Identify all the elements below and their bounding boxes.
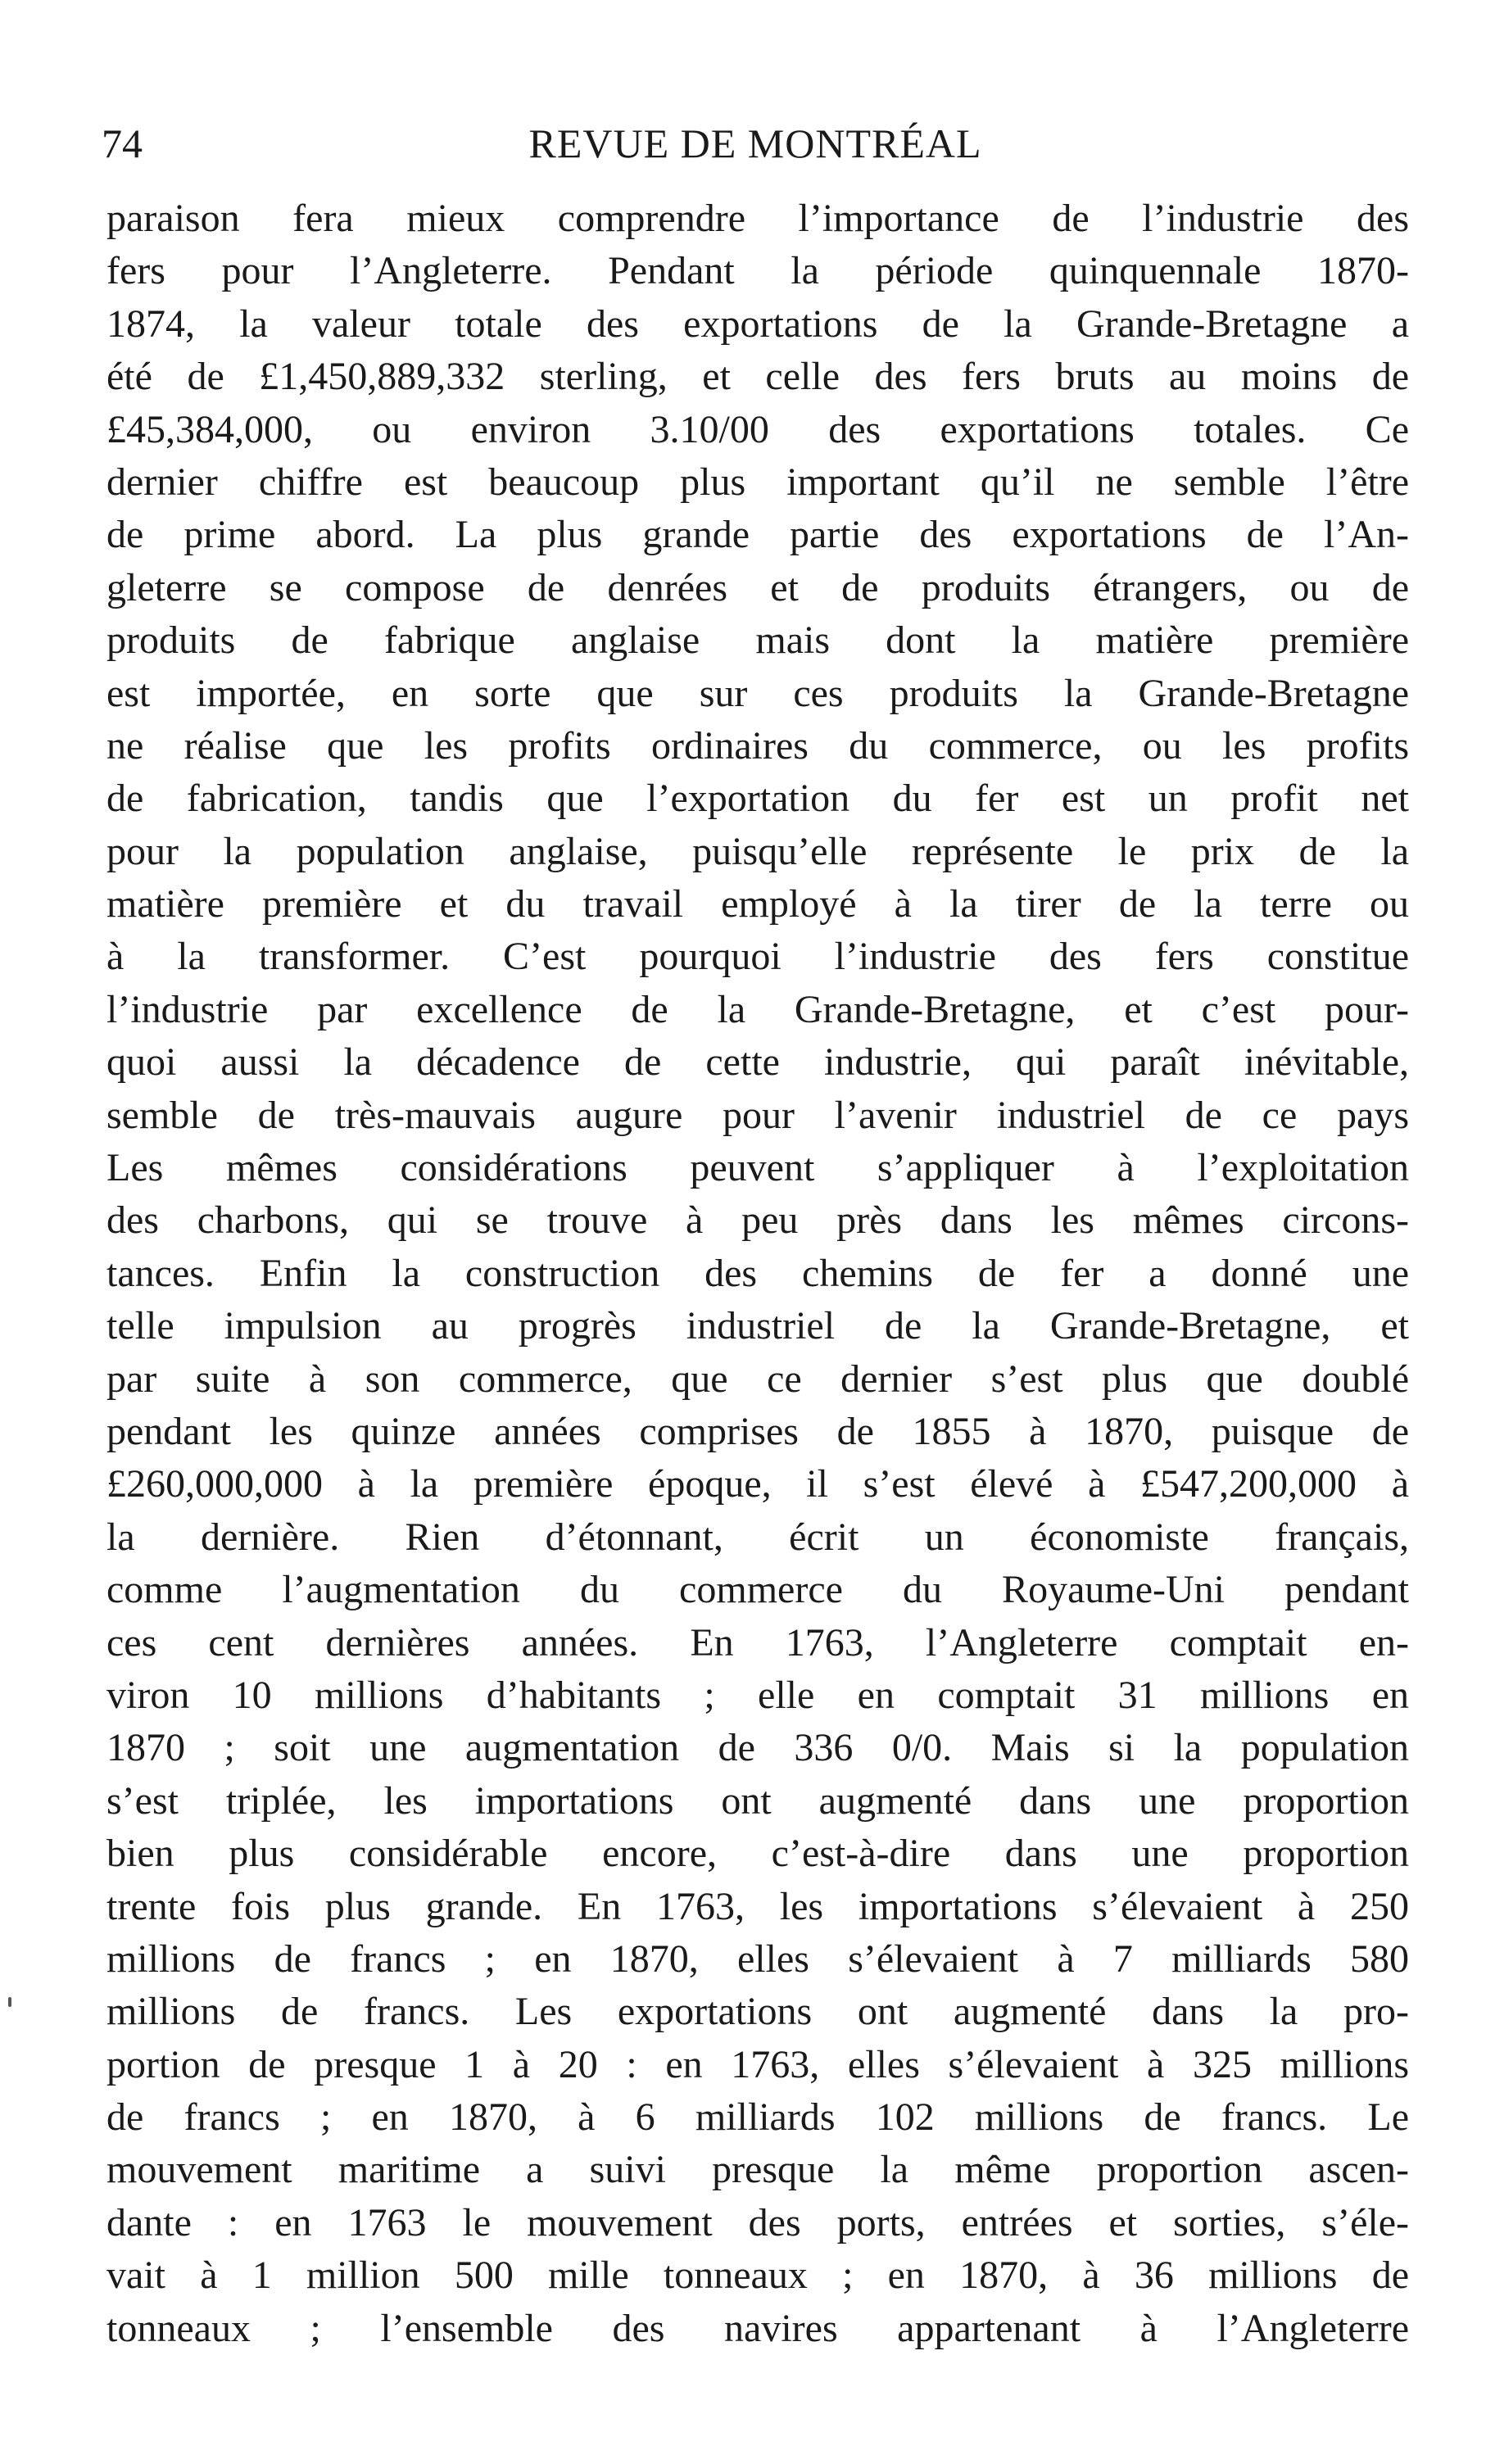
text-line: dernier chiffre est beaucoup plus important qu’il ne semble l’être bbox=[106, 460, 1409, 504]
text-line: pour la population anglaise, puisqu’elle représente le prix de la bbox=[106, 829, 1409, 873]
text-line: s’est triplée, les importations ont augmenté dans une proportion bbox=[106, 1778, 1409, 1823]
text-line: millions de francs ; en 1870, elles s’élevaient à 7 milliards 580 bbox=[106, 1936, 1409, 1981]
text-line: comme l’augmentation du commerce du Royaume-Uni pendant bbox=[106, 1568, 1409, 1612]
text-line: Les mêmes considérations peuvent s’appliquer à l’exploitation bbox=[106, 1146, 1409, 1190]
text-line: pendant les quinze années comprises de 1855 à 1870, puisque de bbox=[106, 1409, 1409, 1453]
text-line: de fabrication, tandis que l’exportation du fer est un profit net bbox=[106, 777, 1409, 821]
text-line: trente fois plus grande. En 1763, les importations s’élevaient à 250 bbox=[106, 1884, 1409, 1928]
page-number: 74 bbox=[102, 120, 143, 166]
text-line: ces cent dernières années. En 1763, l’Angleterre comptait en- bbox=[106, 1620, 1409, 1665]
text-line: millions de francs. Les exportations ont augmenté dans la pro- bbox=[106, 1990, 1409, 2034]
text-line: tonneaux ; l’ensemble des navires appartenant à l’Angleterre bbox=[106, 2306, 1409, 2350]
text-line: par suite à son commerce, que ce dernier s’est plus que doublé bbox=[106, 1357, 1409, 1401]
text-line: semble de très-mauvais augure pour l’avenir industriel de ce pays bbox=[106, 1093, 1409, 1137]
text-line: viron 10 millions d’habitants ; elle en comptait 31 millions en bbox=[106, 1673, 1409, 1717]
text-line: quoi aussi la décadence de cette industrie, qui paraît inévitable, bbox=[106, 1040, 1409, 1085]
text-line: ne réalise que les profits ordinaires du commerce, ou les profits bbox=[106, 723, 1409, 768]
text-line: bien plus considérable encore, c’est-à-dire dans une proportion bbox=[106, 1832, 1409, 1876]
text-line: fers pour l’Angleterre. Pendant la période quinquennale 1870- bbox=[106, 249, 1409, 293]
text-line: la dernière. Rien d’étonnant, écrit un économiste français, bbox=[106, 1515, 1409, 1559]
text-line: à la transformer. C’est pourquoi l’industrie des fers constitue bbox=[106, 935, 1409, 979]
text-line: £45,384,000, ou environ 3.10/00 des exportations totales. Ce bbox=[106, 407, 1409, 451]
text-line: de prime abord. La plus grande partie des exportations de l’An- bbox=[106, 513, 1409, 557]
text-line: £260,000,000 à la première époque, il s’est élevé à £547,200,000 à bbox=[106, 1462, 1409, 1506]
text-line: vait à 1 million 500 mille tonneaux ; en 1870, à 36 millions de bbox=[106, 2253, 1409, 2298]
text-line: de francs ; en 1870, à 6 milliards 102 millions de francs. Le bbox=[106, 2095, 1409, 2140]
text-line: l’industrie par excellence de la Grande-Bretagne, et c’est pour- bbox=[106, 987, 1409, 1031]
stray-ink-mark bbox=[8, 1997, 11, 2007]
text-line: est importée, en sorte que sur ces produits la Grande-Bretagne bbox=[106, 671, 1409, 715]
text-line: produits de fabrique anglaise mais dont la matière première bbox=[106, 618, 1409, 663]
text-line: 1870 ; soit une augmentation de 336 0/0. Mais si la population bbox=[106, 1726, 1409, 1770]
text-line: portion de presque 1 à 20 : en 1763, elles s’élevaient à 325 millions bbox=[106, 2042, 1409, 2086]
text-line: gleterre se compose de denrées et de produits étrangers, ou de bbox=[106, 565, 1409, 609]
text-line: mouvement maritime a suivi presque la même proportion ascen- bbox=[106, 2148, 1409, 2192]
page-header bbox=[102, 115, 1409, 172]
text-line: matière première et du travail employé à la tirer de la terre ou bbox=[106, 882, 1409, 926]
body-text bbox=[106, 192, 1409, 2355]
text-line: été de £1,450,889,332 sterling, et celle des fers bruts au moins de bbox=[106, 355, 1409, 399]
text-line: paraison fera mieux comprendre l’importance de l’industrie des bbox=[106, 197, 1409, 240]
text-line: 1874, la valeur totale des exportations de la Grande-Bretagne a bbox=[106, 301, 1409, 346]
text-line: tances. Enfin la construction des chemins de fer a donné une bbox=[106, 1251, 1409, 1295]
text-line: telle impulsion au progrès industriel de la Grande-Bretagne, et bbox=[106, 1304, 1409, 1348]
text-line: des charbons, qui se trouve à peu près dans les mêmes circons- bbox=[106, 1198, 1409, 1243]
text-line: dante : en 1763 le mouvement des ports, entrées et sorties, s’éle- bbox=[106, 2200, 1409, 2244]
running-title: REVUE DE MONTRÉAL bbox=[528, 120, 982, 166]
